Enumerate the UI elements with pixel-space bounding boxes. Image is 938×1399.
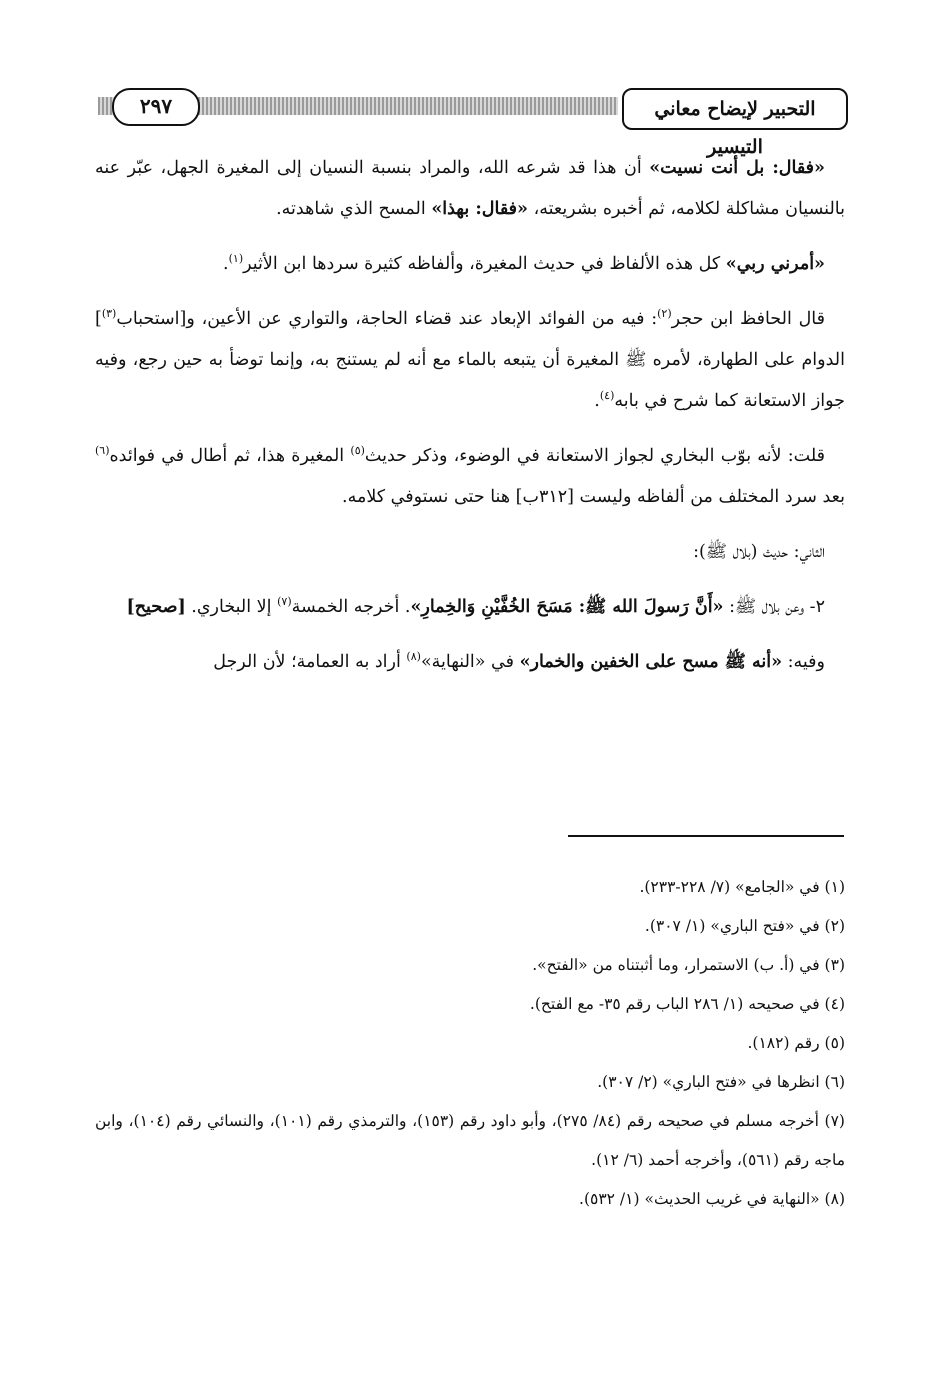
- footnote-ref-2[interactable]: (٢): [657, 307, 672, 321]
- p3-text-b: : فيه من الفوائد الإبعاد عند قضاء الحاجة، والتواري عن الأعين، و[استحباب: [116, 309, 658, 329]
- p4-text-a: قلت: لأنه بوّب البخاري لجواز الاستعانة في الوضوء، وذكر حديث: [364, 446, 825, 466]
- p6-text-a: ٢- وعن بلال ﷺ:: [723, 597, 825, 617]
- paragraph-4: [95, 436, 845, 518]
- section-heading-second-hadith: الثاني: حديث (بلال ﷺ):: [693, 542, 825, 562]
- main-text: [95, 148, 845, 683]
- page-number: ٢٩٧: [112, 88, 200, 126]
- footnote-2: (٢) في «فتح الباري» (١/ ٣٠٧).: [644, 917, 845, 935]
- running-header: [98, 88, 848, 158]
- paragraph-2: [95, 244, 845, 285]
- p4-text-c: بعد سرد المختلف من ألفاظه وليست [٣١٢ب] هنا حتى نستوفي كلامه.: [342, 487, 845, 507]
- hadith-text: «أَنَّ رَسولَ الله ﷺ: مَسَحَ الخُفَّيْنِ وَالخِمارِ»: [410, 597, 724, 617]
- footnote-ref-8[interactable]: (٨): [406, 650, 421, 664]
- p1-end: المسح الذي شاهدته.: [276, 199, 432, 219]
- footnote-ref-5[interactable]: (٥): [350, 444, 365, 458]
- hadith-quote: «أنه ﷺ مسح على الخفين والخمار»: [519, 652, 783, 672]
- footnote-ref-7[interactable]: (٧): [277, 595, 292, 609]
- p2-end: .: [223, 254, 229, 274]
- p1-text: أن هذا قد شرعه الله، والمراد بنسبة النسيان إلى المغيرة الجهل، عبّر عنه بالنسيان مشاكلة لكلامه، ثم أخبره بشريعته،: [95, 158, 845, 219]
- paragraph-hadith-2: [95, 587, 845, 628]
- footnote-4: (٤) في صحيحه (١/ ٢٨٦ الباب رقم ٣٥- مع الفتح).: [529, 995, 845, 1013]
- footnote-5: (٥) رقم (١٨٢).: [747, 1034, 845, 1052]
- paragraph-7: [95, 642, 845, 683]
- footnote-ref-1[interactable]: (١): [228, 252, 244, 266]
- footnote-ref-6[interactable]: (٦): [95, 444, 110, 458]
- p2-text: كل هذه الألفاظ في حديث المغيرة، وألفاظه كثيرة سردها ابن الأثير: [243, 254, 726, 274]
- book-title: التحبير لإيضاح معاني التيسير: [622, 88, 848, 130]
- quote-fa-qal-anta-nasit: «فقال: بل أنت نسيت»: [649, 158, 825, 178]
- p7-text-a: وفيه:: [782, 652, 825, 672]
- footnote-8: (٨) «النهاية في غريب الحديث» (١/ ٥٣٢).: [579, 1190, 845, 1208]
- quote-fa-qal-bihadha: «فقال: بهذا»: [431, 199, 528, 219]
- p3-end: .: [594, 391, 600, 411]
- footnotes: [95, 868, 845, 1219]
- paragraph-1: [95, 148, 845, 230]
- footnote-1: (١) في «الجامع» (٧/ ٢٢٨-٢٣٣).: [639, 878, 845, 896]
- footnote-ref-4[interactable]: (٤): [599, 389, 615, 403]
- paragraph-3: [95, 299, 845, 422]
- footnote-7: (٧) أخرجه مسلم في صحيحه رقم (٨٤/ ٢٧٥)، وأبو داود رقم (١٥٣)، والترمذي رقم (١٠١)، والنسائي رقم (١٠٤)، وابن ماجه رقم (٥٦١)، وأخرجه أحمد (٦/ ١٢).: [95, 1112, 845, 1169]
- p7-text-c: أراد به العمامة؛ لأن الرجل: [213, 652, 407, 672]
- p7-text-b: في «النهاية»: [420, 652, 520, 672]
- p6-text-b: . أخرجه الخمسة: [291, 597, 411, 617]
- footnote-separator: [568, 835, 844, 837]
- footnote-6: (٦) انظرها في «فتح الباري» (٢/ ٣٠٧).: [597, 1073, 845, 1091]
- p3-text-c: ] الدوام على الطهارة، لأمره ﷺ المغيرة أن يتبعه بالماء مع أنه لم يستنج به، وإنما توضأ به حين رجع، وفيه جواز الاستعانة كما شرح في بابه: [95, 309, 845, 411]
- p4-text-b: المغيرة هذا، ثم أطال في فوائده: [109, 446, 351, 466]
- footnote-ref-3[interactable]: (٣): [101, 307, 117, 321]
- p3-text-a: قال الحافظ ابن حجر: [671, 309, 825, 329]
- footnote-3: (٣) في (أ. ب) الاستمرار، وما أثبتناه من «الفتح».: [532, 956, 845, 974]
- p6-text-c: إلا البخاري.: [185, 597, 278, 617]
- quote-amarani-rabbi: «أمرني ربي»: [725, 254, 825, 274]
- hadith-grade: [صحيح]: [126, 597, 186, 617]
